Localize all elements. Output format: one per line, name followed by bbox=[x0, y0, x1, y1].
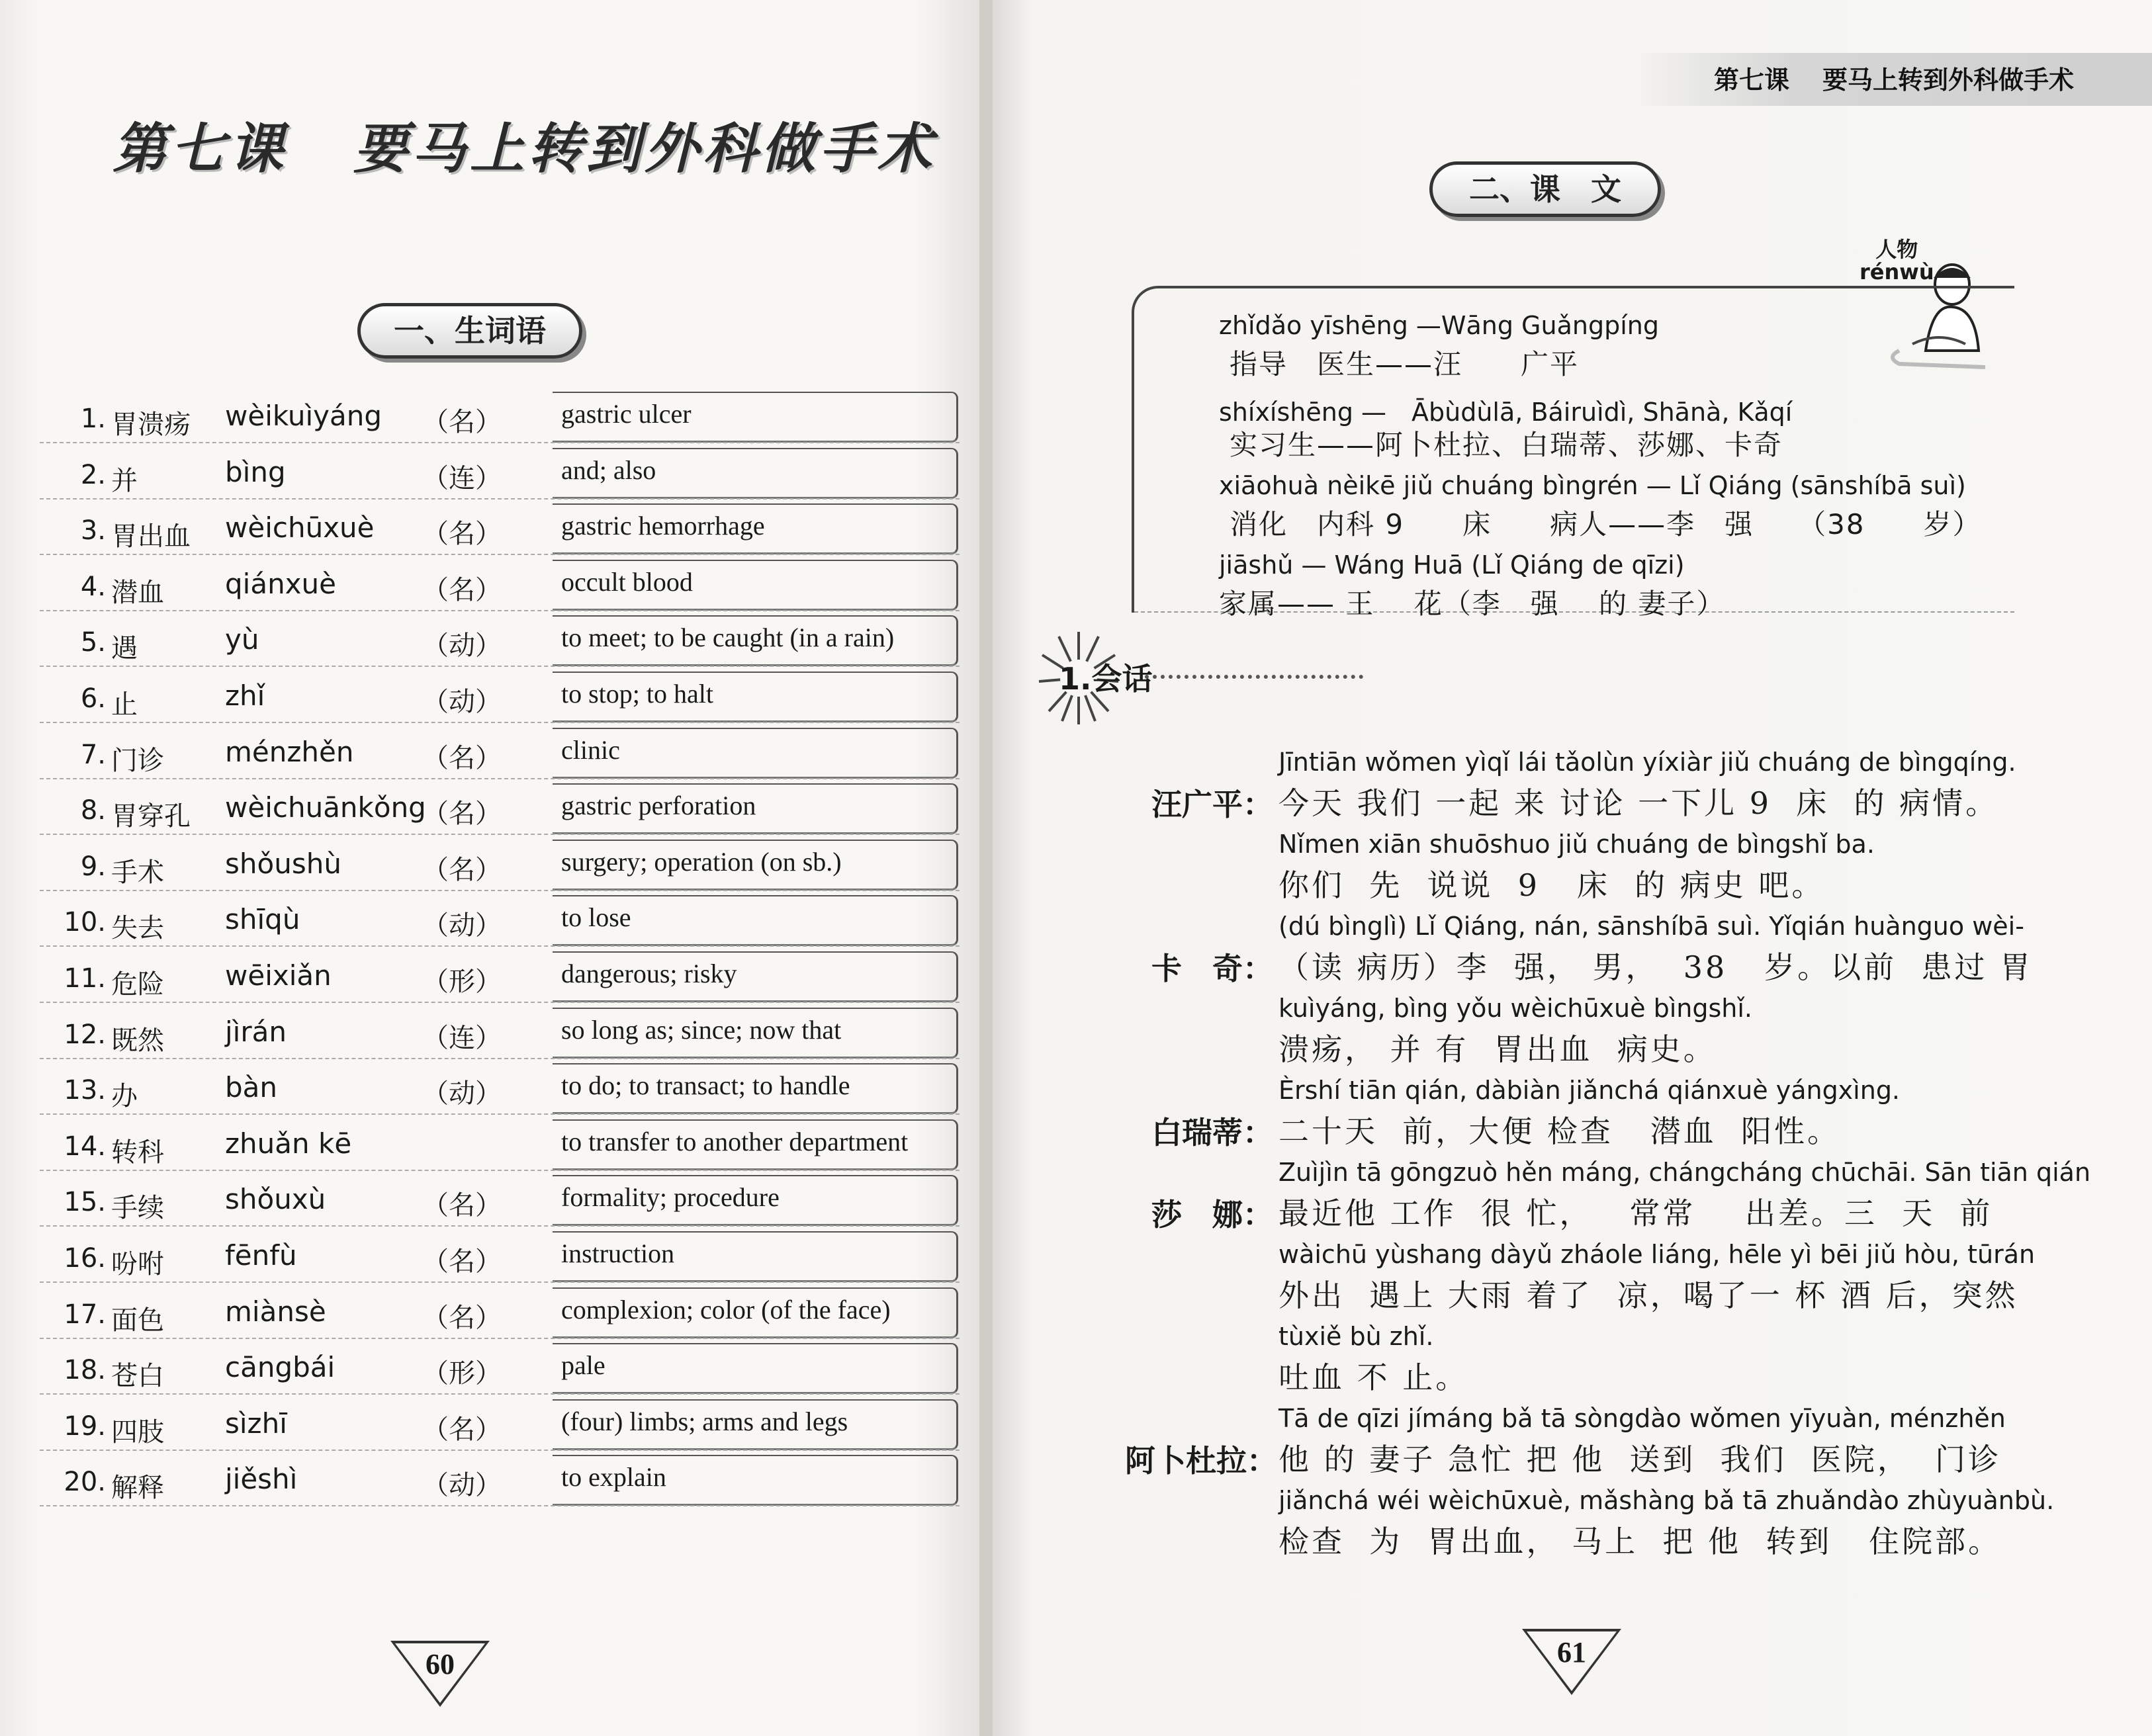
vocab-pinyin: jiěshì bbox=[225, 1463, 298, 1496]
vocab-row bbox=[40, 1229, 960, 1284]
vocab-row bbox=[40, 725, 960, 781]
dialogue-hanzi: 二十天 前，大便 检查 潜血 阳性。 bbox=[1278, 1113, 1840, 1149]
dialogue-hanzi: 今天 我们 一起 来 讨论 一下儿 9 床 的 病情。 bbox=[1278, 785, 1999, 821]
vocab-english: to stop; to halt bbox=[561, 679, 713, 709]
vocab-pinyin: jìrán bbox=[225, 1015, 287, 1048]
vocab-hanzi: 手续 bbox=[111, 1193, 164, 1224]
cast-hanzi: 实习生——阿卜杜拉、白瑞蒂、莎娜、卡奇 bbox=[1230, 429, 1783, 461]
vocab-row bbox=[40, 781, 960, 836]
vocab-part-of-speech: （动） bbox=[422, 1078, 502, 1109]
vocab-hanzi: 转科 bbox=[111, 1137, 164, 1168]
vocab-english: instruction bbox=[561, 1238, 675, 1268]
vocab-english: pale bbox=[561, 1350, 605, 1381]
dialogue-speaker: 莎 娜： bbox=[1151, 1197, 1273, 1233]
vocab-row bbox=[40, 1452, 960, 1508]
dialogue-speaker: 卡 奇： bbox=[1151, 951, 1273, 986]
page-number-left-text: 60 bbox=[426, 1648, 455, 1680]
running-header bbox=[1714, 60, 2074, 96]
vocab-number: 18. bbox=[64, 1355, 106, 1386]
vocab-hanzi: 吩咐 bbox=[111, 1249, 164, 1280]
vocab-english: dangerous; risky bbox=[561, 959, 737, 988]
vocab-hanzi: 潜血 bbox=[111, 577, 164, 608]
vocab-number: 15. bbox=[64, 1187, 106, 1218]
vocab-pinyin: miànsè bbox=[225, 1295, 326, 1328]
vocab-section-heading: 一、生词语 bbox=[357, 303, 582, 359]
characters-label-pinyin: rénwù bbox=[1860, 259, 1934, 284]
vocab-english: (four) limbs; arms and legs bbox=[561, 1406, 848, 1436]
cast-pinyin: zhǐdǎo yīshēng —Wāng Guǎngpíng bbox=[1219, 311, 1659, 340]
dialogue-heading-rule bbox=[1145, 675, 1363, 679]
vocab-row bbox=[40, 557, 960, 613]
running-header-title: 要马上转到外科做手术 bbox=[1822, 65, 2075, 95]
dialogue-pinyin: kuìyáng, bìng yǒu wèichūxuè bìngshǐ. bbox=[1278, 994, 1752, 1023]
vocab-pinyin: cāngbái bbox=[225, 1351, 336, 1384]
vocab-hanzi: 苍白 bbox=[111, 1361, 164, 1392]
vocab-pinyin: zhuǎn kē bbox=[225, 1127, 352, 1160]
vocab-hanzi: 既然 bbox=[111, 1025, 164, 1056]
vocab-row-divider bbox=[40, 1113, 960, 1115]
vocab-english: surgery; operation (on sb.) bbox=[561, 846, 842, 877]
vocab-hanzi: 手术 bbox=[111, 857, 164, 888]
vocab-row bbox=[40, 1061, 960, 1116]
vocab-row bbox=[40, 669, 960, 724]
vocab-hanzi: 胃穿孔 bbox=[111, 801, 191, 832]
vocab-part-of-speech: （名） bbox=[422, 1302, 502, 1333]
vocab-number: 12. bbox=[64, 1019, 106, 1050]
dialogue-hanzi: 外出 遇上 大雨 着了 凉，喝了一 杯 酒 后，突然 bbox=[1278, 1278, 2018, 1313]
vocab-hanzi: 危险 bbox=[111, 969, 164, 1000]
vocab-english: to do; to transact; to handle bbox=[561, 1070, 850, 1101]
vocab-row-divider bbox=[40, 1281, 960, 1283]
dialogue-hanzi: （读 病历）李 强， 男， 38 岁。以前 患过 胃 bbox=[1278, 949, 2033, 985]
vocab-number: 19. bbox=[64, 1410, 106, 1442]
dialogue-speaker: 阿卜杜拉： bbox=[1125, 1443, 1277, 1479]
dialogue-hanzi: 检查 为 胃出血， 马上 把 他 转到 住院部。 bbox=[1278, 1524, 2002, 1559]
vocab-number: 20. bbox=[64, 1467, 106, 1498]
book-gutter bbox=[979, 0, 993, 1736]
dialogue-pinyin: Tā de qīzi jímáng bǎ tā sòngdào wǒmen yīyuàn, ménzhěn bbox=[1278, 1404, 2006, 1433]
cast-pinyin: shíxíshēng — Ābùdùlā, Báiruìdì, Shānà, Kǎqí bbox=[1219, 398, 1793, 427]
vocab-row-divider bbox=[40, 442, 960, 443]
vocab-number: 8. bbox=[80, 795, 106, 826]
vocab-number: 3. bbox=[80, 515, 106, 546]
vocab-hanzi: 并 bbox=[111, 465, 138, 496]
vocab-row bbox=[40, 837, 960, 892]
cast-pinyin: jiāshǔ — Wáng Huā (Lǐ Qiáng de qīzi) bbox=[1219, 550, 1685, 580]
vocab-pinyin: shīqù bbox=[225, 903, 300, 936]
vocab-pinyin: yù bbox=[225, 623, 259, 656]
dialogue-hanzi: 吐血 不 止。 bbox=[1278, 1360, 1469, 1395]
vocab-row-divider bbox=[40, 1058, 960, 1059]
dialogue-hanzi: 你们 先 说说 9 床 的 病史 吧。 bbox=[1278, 867, 1825, 903]
vocab-gloss-box bbox=[553, 1343, 958, 1394]
vocab-row bbox=[40, 1117, 960, 1172]
vocab-number: 9. bbox=[80, 851, 106, 882]
vocab-row bbox=[40, 501, 960, 556]
dialogue-pinyin: Èrshí tiān qián, dàbiàn jiǎnchá qiánxuè yángxìng. bbox=[1278, 1076, 1901, 1105]
text-section-heading: 二、课 文 bbox=[1429, 161, 1661, 217]
vocab-pinyin: ménzhěn bbox=[225, 735, 354, 768]
vocab-number: 2. bbox=[80, 459, 106, 490]
vocab-row-divider bbox=[40, 610, 960, 611]
vocab-row-divider bbox=[40, 498, 960, 499]
vocab-row bbox=[40, 1285, 960, 1340]
vocab-row bbox=[40, 1172, 960, 1228]
right-page bbox=[993, 0, 2152, 1736]
vocab-english: formality; procedure bbox=[561, 1182, 780, 1213]
vocab-part-of-speech: （形） bbox=[422, 1358, 502, 1389]
running-header-lesson: 第七课 bbox=[1714, 65, 1790, 95]
dialogue-speaker: 白瑞蒂： bbox=[1151, 1115, 1273, 1150]
vocab-hanzi: 失去 bbox=[111, 913, 164, 944]
lesson-title-text: 要马上转到外科做手术 bbox=[353, 117, 936, 181]
vocab-part-of-speech: （名） bbox=[422, 742, 502, 773]
dialogue-hanzi: 最近他 工作 很 忙， 常常 出差。三 天 前 bbox=[1278, 1195, 1993, 1231]
vocab-pinyin: sìzhī bbox=[225, 1407, 287, 1440]
vocab-part-of-speech: （名） bbox=[422, 854, 502, 885]
vocab-pinyin: fēnfù bbox=[225, 1239, 297, 1272]
vocab-number: 16. bbox=[64, 1243, 106, 1274]
vocab-part-of-speech: （动） bbox=[422, 687, 502, 717]
dialogue-pinyin: Zuìjìn tā gōngzuò hěn máng, chángcháng chūchāi. Sān tiān qián bbox=[1278, 1158, 2091, 1187]
vocab-pinyin: wēixiǎn bbox=[225, 959, 332, 992]
vocab-row bbox=[40, 389, 960, 445]
vocab-row bbox=[40, 949, 960, 1004]
lesson-title bbox=[112, 106, 936, 183]
vocab-english: gastric perforation bbox=[561, 791, 756, 821]
page-number-left bbox=[390, 1641, 490, 1707]
vocab-pinyin: bàn bbox=[225, 1071, 278, 1104]
vocab-part-of-speech: （名） bbox=[422, 1190, 502, 1221]
vocab-hanzi: 门诊 bbox=[111, 745, 164, 776]
vocab-row-divider bbox=[40, 945, 960, 947]
dialogue-pinyin: tùxiě bù zhǐ. bbox=[1278, 1322, 1434, 1351]
vocab-row-divider bbox=[40, 1505, 960, 1506]
vocab-number: 13. bbox=[64, 1075, 106, 1106]
vocab-number: 6. bbox=[80, 683, 106, 714]
vocab-row bbox=[40, 1005, 960, 1061]
dialogue-speaker: 汪广平： bbox=[1151, 787, 1273, 822]
cast-hanzi: 家属—— 王 花（李 强 的 妻子） bbox=[1219, 587, 1726, 620]
vocab-pinyin: qiánxuè bbox=[225, 567, 336, 600]
vocab-english: and; also bbox=[561, 455, 656, 485]
vocab-part-of-speech: （连） bbox=[422, 1022, 502, 1053]
dialogue-pinyin: wàichū yùshang dàyǔ zháole liáng, hēle yì bēi jiǔ hòu, tūrán bbox=[1278, 1240, 2036, 1269]
vocab-hanzi: 解释 bbox=[111, 1473, 164, 1504]
vocab-row-divider bbox=[40, 666, 960, 667]
vocab-row-divider bbox=[40, 778, 960, 779]
vocab-number: 10. bbox=[64, 907, 106, 938]
cast-hanzi: 消化 内科 9 床 病人——李 强 （38 岁） bbox=[1230, 508, 1982, 541]
vocab-number: 5. bbox=[80, 627, 106, 658]
vocab-english: complexion; color (of the face) bbox=[561, 1294, 891, 1324]
vocab-english: occult blood bbox=[561, 566, 693, 597]
dialogue-pinyin: Jīntiān wǒmen yìqǐ lái tǎolùn yíxiàr jiǔ chuáng de bìngqíng. bbox=[1278, 748, 2016, 777]
vocab-part-of-speech: （连） bbox=[422, 462, 502, 494]
vocab-part-of-speech: （名） bbox=[422, 799, 502, 830]
vocab-row-divider bbox=[40, 834, 960, 835]
vocab-pinyin: bìng bbox=[225, 455, 286, 488]
dialogue-hanzi: 溃疡， 并 有 胃出血 病史。 bbox=[1278, 1031, 1717, 1067]
vocab-pinyin: wèikuìyáng bbox=[225, 400, 382, 432]
vocab-hanzi: 遇 bbox=[111, 633, 138, 664]
dialogue-pinyin: (dú bìnglì) Lǐ Qiáng, nán, sānshíbā suì. Yǐqián huànguo wèi- bbox=[1278, 912, 2024, 941]
vocab-part-of-speech: （名） bbox=[422, 519, 502, 550]
vocab-part-of-speech: （名） bbox=[422, 1414, 502, 1445]
characters-label-hanzi: 人物 bbox=[1875, 237, 1918, 262]
vocab-english: to transfer to another department bbox=[561, 1126, 909, 1156]
vocab-number: 7. bbox=[80, 739, 106, 770]
vocab-row-divider bbox=[40, 1393, 960, 1395]
vocab-hanzi: 胃溃疡 bbox=[111, 410, 191, 440]
vocab-pinyin: wèichūxuè bbox=[225, 511, 375, 544]
cast-hanzi: 指导 医生——汪 广平 bbox=[1230, 348, 1580, 380]
page-number-right-text: 61 bbox=[1557, 1636, 1586, 1669]
vocab-english: gastric hemorrhage bbox=[561, 511, 765, 541]
vocab-english: clinic bbox=[561, 734, 620, 765]
vocab-part-of-speech: （动） bbox=[422, 630, 502, 662]
vocab-hanzi: 办 bbox=[111, 1081, 138, 1112]
lesson-title-number: 第七课 bbox=[112, 117, 287, 181]
vocab-row bbox=[40, 892, 960, 948]
vocab-number: 4. bbox=[80, 571, 106, 602]
vocab-number: 14. bbox=[64, 1131, 106, 1162]
dialogue-hanzi: 他 的 妻子 急忙 把 他 送到 我们 医院， 门诊 bbox=[1278, 1442, 2002, 1477]
vocab-row-divider bbox=[40, 722, 960, 723]
vocab-part-of-speech: （形） bbox=[422, 967, 502, 997]
vocab-row bbox=[40, 1340, 960, 1396]
vocab-pinyin: shǒushù bbox=[225, 847, 341, 880]
dialogue-heading: 1.会话 bbox=[1059, 661, 1153, 697]
vocab-part-of-speech: （动） bbox=[422, 910, 502, 941]
vocab-part-of-speech: （动） bbox=[422, 1470, 502, 1501]
vocab-number: 1. bbox=[80, 404, 106, 434]
vocab-row-divider bbox=[40, 554, 960, 555]
vocab-part-of-speech: （名） bbox=[422, 407, 502, 437]
vocab-english: to meet; to be caught (in a rain) bbox=[561, 623, 895, 653]
vocab-english: so long as; since; now that bbox=[561, 1014, 842, 1045]
vocab-english: to explain bbox=[561, 1462, 666, 1493]
vocab-row-divider bbox=[40, 1450, 960, 1451]
page-number-right bbox=[1522, 1629, 1621, 1695]
vocab-english: to lose bbox=[561, 902, 631, 933]
vocab-pinyin: zhǐ bbox=[225, 679, 265, 712]
vocab-row bbox=[40, 613, 960, 668]
cast-pinyin: xiāohuà nèikē jiǔ chuáng bìngrén — Lǐ Qiáng (sānshíbā suì) bbox=[1219, 471, 1966, 500]
vocab-hanzi: 四肢 bbox=[111, 1416, 164, 1448]
vocab-part-of-speech: （名） bbox=[422, 574, 502, 605]
dialogue-pinyin: jiǎnchá wéi wèichūxuè, mǎshàng bǎ tā zhuǎndào zhùyuànbù. bbox=[1278, 1486, 2055, 1515]
vocab-row-divider bbox=[40, 1338, 960, 1339]
dialogue-pinyin: Nǐmen xiān shuōshuo jiǔ chuáng de bìngshǐ ba. bbox=[1278, 830, 1875, 859]
vocab-hanzi: 胃出血 bbox=[111, 521, 191, 552]
left-page bbox=[0, 0, 979, 1736]
vocab-part-of-speech: （名） bbox=[422, 1246, 502, 1277]
vocab-number: 11. bbox=[64, 963, 106, 994]
vocab-row-divider bbox=[40, 1002, 960, 1003]
vocab-row bbox=[40, 445, 960, 501]
vocab-english: gastric ulcer bbox=[561, 399, 692, 429]
vocab-hanzi: 面色 bbox=[111, 1305, 164, 1336]
vocab-row-divider bbox=[40, 1170, 960, 1171]
vocab-row bbox=[40, 1397, 960, 1452]
vocab-hanzi: 止 bbox=[111, 689, 138, 720]
vocab-pinyin: wèichuānkǒng bbox=[225, 791, 426, 824]
vocab-number: 17. bbox=[64, 1299, 106, 1330]
vocab-row-divider bbox=[40, 890, 960, 891]
vocab-pinyin: shǒuxù bbox=[225, 1183, 326, 1216]
vocab-row-divider bbox=[40, 1225, 960, 1227]
